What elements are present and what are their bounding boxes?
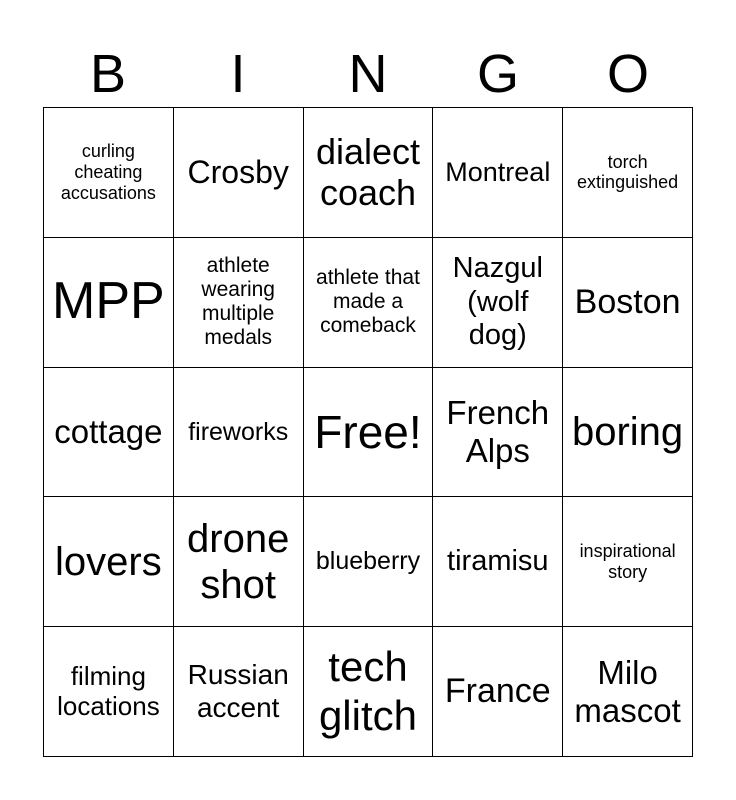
bingo-cell-text: French Alps (446, 394, 550, 469)
bingo-cell[interactable] (563, 238, 693, 368)
bingo-cell[interactable] (174, 497, 304, 627)
bingo-cell[interactable] (174, 368, 304, 498)
bingo-grid (43, 107, 693, 757)
header-letter-i: I (230, 44, 246, 104)
bingo-cell[interactable] (304, 368, 434, 498)
bingo-cell[interactable] (433, 368, 563, 498)
bingo-cell-text: dialect coach (315, 131, 421, 214)
bingo-cell-text: tech glitch (318, 643, 418, 739)
bingo-cell[interactable] (563, 108, 693, 238)
bingo-cell-text: fireworks (188, 417, 289, 446)
bingo-cell[interactable] (44, 627, 174, 757)
bingo-cell-text: lovers (55, 539, 162, 584)
header-letter-o: O (606, 44, 649, 104)
bingo-cell-text: cottage (54, 413, 163, 451)
bingo-cell-text: torch extinguished (577, 151, 679, 193)
bingo-cell[interactable] (563, 627, 693, 757)
bingo-cell[interactable] (44, 238, 174, 368)
bingo-cell[interactable] (44, 108, 174, 238)
bingo-header (43, 44, 693, 104)
bingo-cell-text: Russian accent (187, 659, 289, 723)
bingo-cell[interactable] (304, 627, 434, 757)
bingo-cell-text: filming locations (57, 660, 160, 721)
bingo-cell-text: tiramisu (447, 545, 549, 578)
bingo-cell[interactable] (433, 238, 563, 368)
bingo-cell-text: athlete that made a comeback (316, 265, 420, 338)
bingo-cell-text: athlete wearing multiple medals (201, 253, 275, 350)
bingo-cell-text: Crosby (187, 154, 289, 190)
bingo-cell[interactable] (563, 497, 693, 627)
bingo-cell-text: Montreal (445, 156, 551, 187)
bingo-cell-text: Milo mascot (574, 653, 681, 729)
bingo-cell[interactable] (304, 497, 434, 627)
bingo-cell[interactable] (44, 368, 174, 498)
bingo-cell-text: France (444, 672, 551, 711)
bingo-cell[interactable] (174, 108, 304, 238)
header-letter-g: G (476, 44, 519, 104)
bingo-cell-text: Free! (314, 405, 422, 458)
bingo-cell[interactable] (174, 627, 304, 757)
bingo-cell-text: drone shot (187, 516, 290, 607)
bingo-cell[interactable] (563, 368, 693, 498)
bingo-cell[interactable] (433, 627, 563, 757)
bingo-cell[interactable] (433, 497, 563, 627)
bingo-cell-text: blueberry (315, 547, 421, 576)
bingo-cell-text: curling cheating accusations (60, 141, 156, 203)
bingo-cell-text: Boston (574, 282, 681, 321)
bingo-cell-text: Nazgul (wolf dog) (452, 252, 543, 351)
bingo-cell[interactable] (44, 497, 174, 627)
header-letter-b: B (89, 44, 127, 104)
bingo-cell[interactable] (304, 238, 434, 368)
bingo-cell-text: inspirational story (579, 541, 676, 582)
bingo-cell[interactable] (433, 108, 563, 238)
header-letter-n: N (348, 44, 388, 104)
bingo-cell[interactable] (304, 108, 434, 238)
bingo-cell[interactable] (174, 238, 304, 368)
bingo-cell-text: boring (571, 409, 684, 454)
bingo-cell-text: MPP (52, 272, 165, 331)
